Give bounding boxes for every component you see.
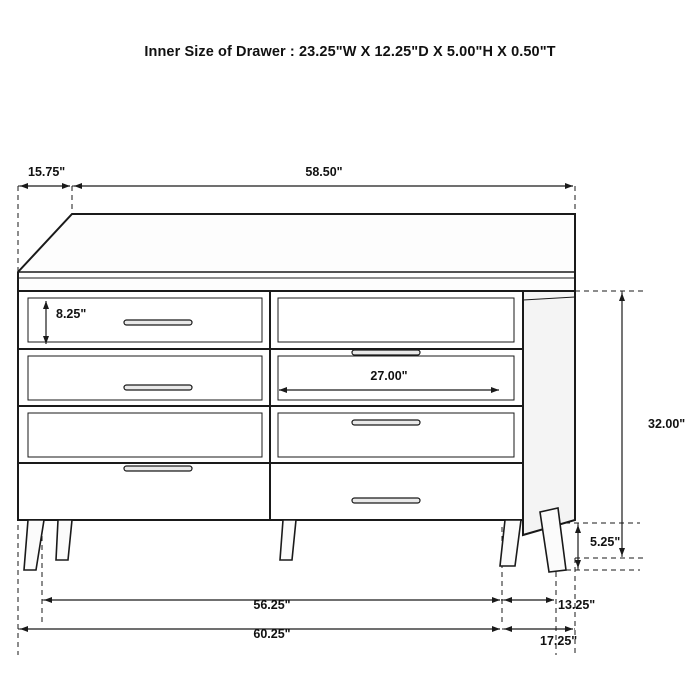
dresser-illustration [18, 214, 575, 572]
dresser-side-panel [523, 291, 575, 535]
dresser-top-panel [18, 214, 575, 291]
dim-leg-height: 5.25" [590, 535, 621, 549]
dim-depth-top: 15.75" [28, 165, 66, 179]
dim-drawer-width: 27.00" [370, 369, 408, 383]
dim-case-width: 56.25" [253, 598, 291, 612]
dim-total-height: 32.00" [648, 417, 686, 431]
dim-overall-width: 60.25" [253, 627, 291, 641]
dim-width-top: 58.50" [305, 165, 343, 179]
page-title: Inner Size of Drawer : 23.25"W X 12.25"D X 5.00"H X 0.50"T [144, 44, 556, 60]
dim-case-depth: 13.25" [558, 598, 596, 612]
dim-drawer-height: 8.25" [56, 307, 87, 321]
dim-overall-depth: 17.25" [540, 634, 578, 648]
